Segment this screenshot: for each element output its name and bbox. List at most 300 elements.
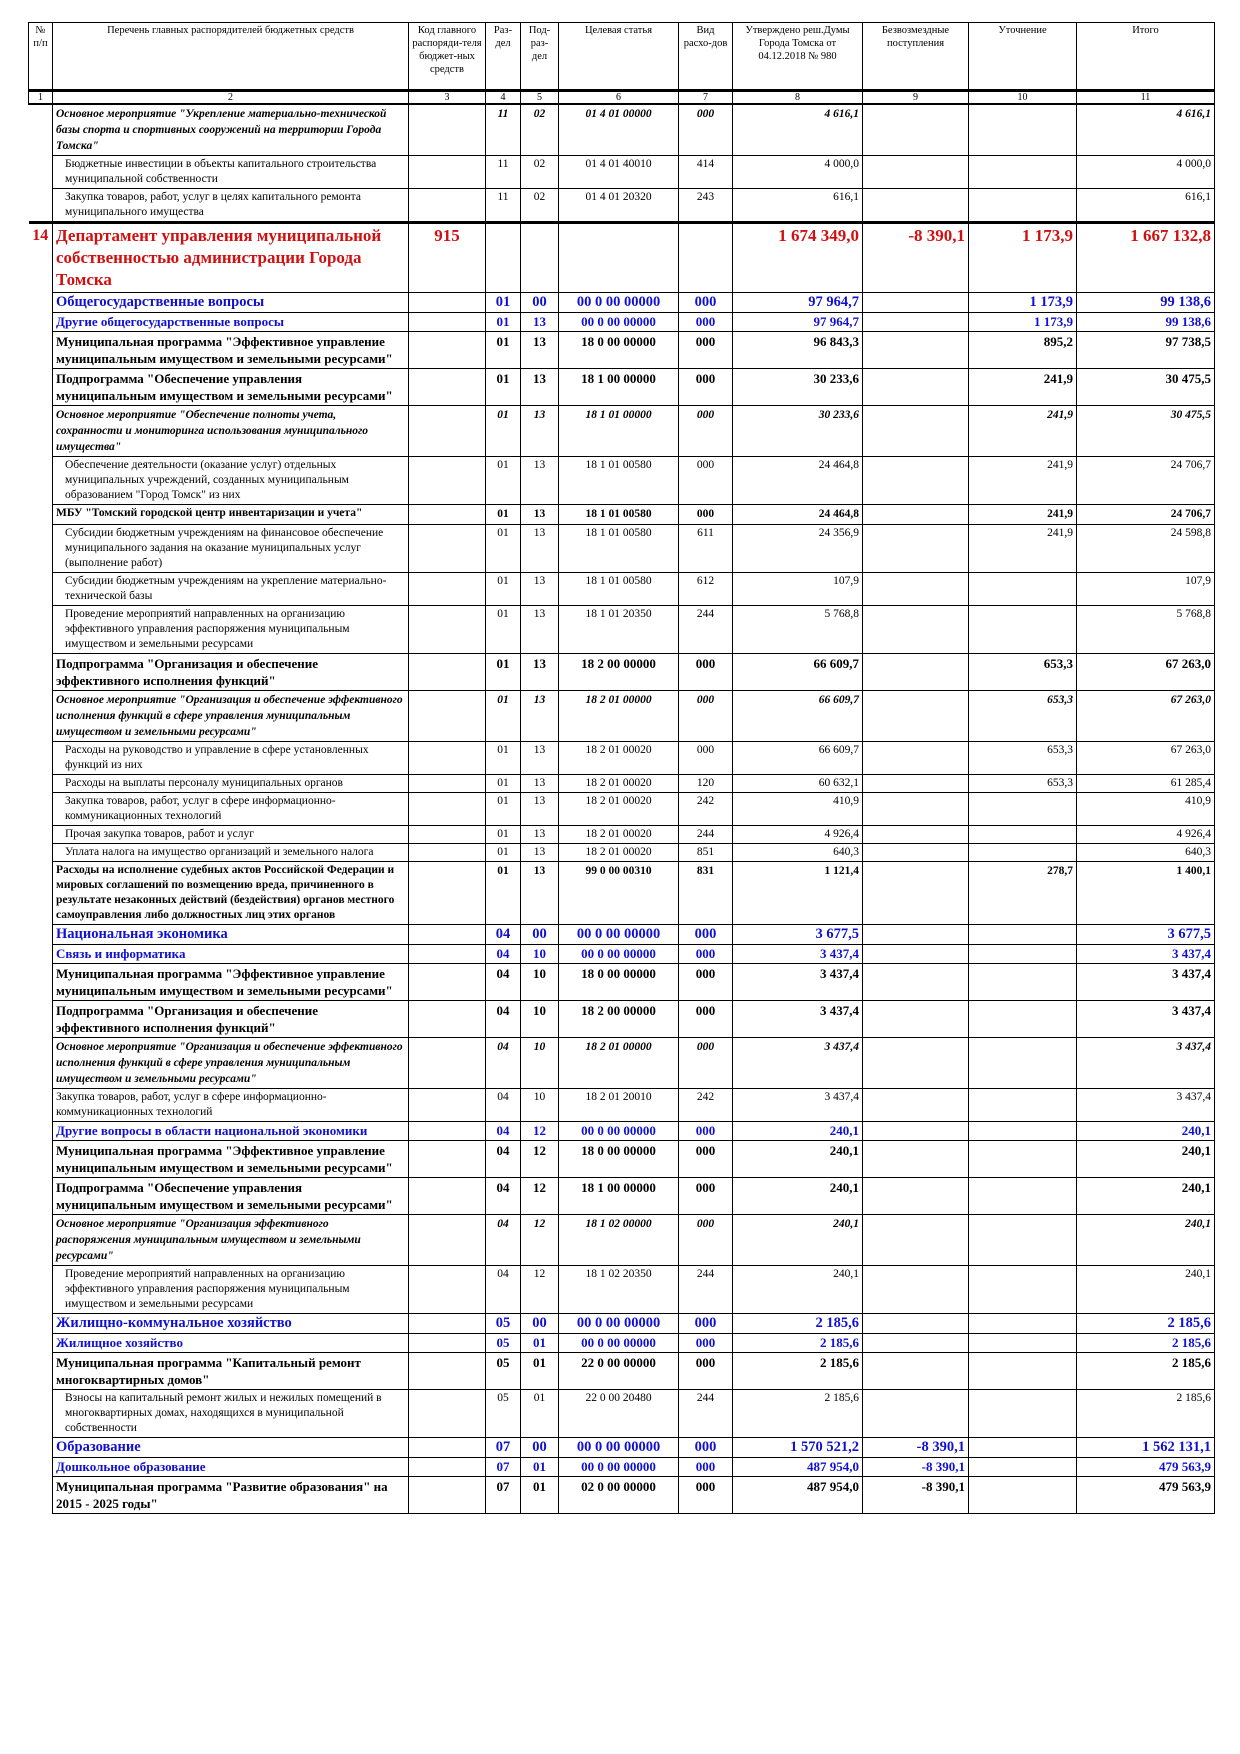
row-total: 24 706,7 [1077,505,1215,525]
row-target: 00 0 00 00000 [559,313,679,332]
row-code [409,156,486,189]
row-name: Уплата налога на имущество организаций и земельного налога [53,844,409,862]
row-vid: 000 [679,654,733,691]
row-razdel: 11 [486,156,521,189]
row-target: 01 4 01 00000 [559,104,679,156]
row-approved: 24 356,9 [733,525,863,573]
table-row [29,1038,1215,1089]
row-name: Подпрограмма "Обеспечение управления муниципальным имуществом и земельными ресурсами" [53,369,409,406]
row-clarification: 241,9 [969,505,1077,525]
row-razdel: 01 [486,369,521,406]
row-gratuitous: -8 390,1 [863,1438,969,1458]
row-razdel: 04 [486,1266,521,1314]
row-code [409,1122,486,1141]
row-podrazdel: 01 [521,1390,559,1438]
row-podrazdel: 10 [521,1089,559,1122]
row-razdel: 01 [486,573,521,606]
row-code [409,1141,486,1178]
row-name: Общегосударственные вопросы [53,293,409,313]
row-number [29,1178,53,1215]
row-clarification: 278,7 [969,862,1077,925]
row-gratuitous [863,1390,969,1438]
row-clarification: 653,3 [969,691,1077,742]
table-row [29,104,1215,156]
row-approved: 97 964,7 [733,293,863,313]
row-number [29,654,53,691]
budget-table [28,22,1215,1514]
row-vid: 000 [679,1314,733,1334]
row-approved: 24 464,8 [733,457,863,505]
row-gratuitous [863,945,969,964]
row-name: Муниципальная программа "Эффективное управление муниципальным имуществом и земельными ресурсами" [53,964,409,1001]
row-total: 4 926,4 [1077,826,1215,844]
row-razdel: 07 [486,1458,521,1477]
row-number [29,1038,53,1089]
row-vid: 242 [679,793,733,826]
row-podrazdel: 13 [521,775,559,793]
row-podrazdel: 01 [521,1458,559,1477]
row-approved: 240,1 [733,1141,863,1178]
row-vid: 851 [679,844,733,862]
row-razdel: 07 [486,1438,521,1458]
row-podrazdel: 02 [521,156,559,189]
row-name: Закупка товаров, работ, услуг в сфере информационно-коммуникационных технологий [53,793,409,826]
row-razdel: 01 [486,862,521,925]
row-clarification: 1 173,9 [969,223,1077,293]
row-clarification [969,1089,1077,1122]
row-code [409,1314,486,1334]
row-approved: 640,3 [733,844,863,862]
row-name: Расходы на руководство и управление в сфере установленных функций из них [53,742,409,775]
row-code [409,1038,486,1089]
row-total: 3 437,4 [1077,1001,1215,1038]
row-clarification [969,1141,1077,1178]
row-vid: 244 [679,1390,733,1438]
row-code [409,1390,486,1438]
row-number [29,945,53,964]
row-name: Основное мероприятие "Организация эффективного распоряжения муниципальным имуществом и земельными ресурсами" [53,1215,409,1266]
row-podrazdel: 13 [521,525,559,573]
row-gratuitous [863,964,969,1001]
row-gratuitous [863,505,969,525]
row-number [29,1477,53,1514]
row-vid: 243 [679,189,733,223]
row-clarification: 1 173,9 [969,293,1077,313]
row-target: 18 1 01 00580 [559,573,679,606]
row-name: Основное мероприятие "Организация и обеспечение эффективного исполнения функций в сфере управления муниципальным имуществом и земельными ресурсами" [53,1038,409,1089]
row-number [29,1122,53,1141]
row-podrazdel: 00 [521,925,559,945]
row-razdel: 01 [486,313,521,332]
row-total: 3 677,5 [1077,925,1215,945]
row-podrazdel: 13 [521,691,559,742]
row-razdel: 01 [486,742,521,775]
row-clarification: 653,3 [969,654,1077,691]
row-total: 107,9 [1077,573,1215,606]
row-code [409,1215,486,1266]
row-name: Взносы на капитальный ремонт жилых и нежилых помещений в многоквартирных домах, находящихся в муниципальной собственности [53,1390,409,1438]
subsection-row [29,945,1215,964]
row-total: 616,1 [1077,189,1215,223]
row-approved: 240,1 [733,1122,863,1141]
row-code [409,742,486,775]
row-number [29,189,53,223]
row-clarification [969,189,1077,223]
row-approved: 30 233,6 [733,406,863,457]
row-code [409,1178,486,1215]
section-row [29,925,1215,945]
column-number: 11 [1077,91,1215,105]
row-total: 479 563,9 [1077,1477,1215,1514]
table-row [29,369,1215,406]
row-approved: 60 632,1 [733,775,863,793]
row-target: 18 2 01 00020 [559,775,679,793]
row-vid: 000 [679,332,733,369]
header-target: Целевая статья [559,23,679,91]
row-total: 2 185,6 [1077,1390,1215,1438]
row-number [29,573,53,606]
row-gratuitous: -8 390,1 [863,223,969,293]
row-approved: 4 926,4 [733,826,863,844]
row-name: Основное мероприятие "Организация и обеспечение эффективного исполнения функций в сфере управления муниципальным имуществом и земельными ресурсами" [53,691,409,742]
row-code [409,369,486,406]
row-razdel: 01 [486,654,521,691]
row-total: 479 563,9 [1077,1458,1215,1477]
row-podrazdel: 02 [521,189,559,223]
table-row [29,525,1215,573]
row-podrazdel: 13 [521,313,559,332]
row-approved: 3 437,4 [733,1089,863,1122]
row-vid: 000 [679,1038,733,1089]
row-approved: 3 437,4 [733,1001,863,1038]
header-vid: Вид расхо-дов [679,23,733,91]
row-target: 01 4 01 20320 [559,189,679,223]
row-number [29,1089,53,1122]
row-approved: 240,1 [733,1215,863,1266]
row-total: 30 475,5 [1077,369,1215,406]
row-total: 1 400,1 [1077,862,1215,925]
row-code [409,293,486,313]
row-target: 18 0 00 00000 [559,332,679,369]
row-gratuitous [863,844,969,862]
row-vid: 120 [679,775,733,793]
row-total: 240,1 [1077,1266,1215,1314]
row-code [409,313,486,332]
row-approved: 66 609,7 [733,742,863,775]
row-clarification [969,1438,1077,1458]
row-number [29,844,53,862]
row-total: 2 185,6 [1077,1353,1215,1390]
row-razdel: 01 [486,505,521,525]
row-razdel: 01 [486,844,521,862]
row-code [409,925,486,945]
row-name: Субсидии бюджетным учреждениям на укрепление материально-технической базы [53,573,409,606]
row-gratuitous [863,1215,969,1266]
header-row [29,23,1215,91]
row-podrazdel: 10 [521,1038,559,1089]
row-razdel: 07 [486,1477,521,1514]
row-clarification [969,104,1077,156]
row-gratuitous [863,793,969,826]
row-number [29,793,53,826]
row-gratuitous [863,525,969,573]
row-target: 18 1 01 00000 [559,406,679,457]
row-razdel: 01 [486,457,521,505]
header-code: Код главного распоряди-теля бюджет-ных средств [409,23,486,91]
row-clarification: 241,9 [969,525,1077,573]
row-razdel: 11 [486,189,521,223]
row-vid [679,223,733,293]
row-code [409,332,486,369]
row-approved: 24 464,8 [733,505,863,525]
row-gratuitous [863,1122,969,1141]
row-name: Основное мероприятие "Укрепление материально-технической базы спорта и спортивных сооружений на территории Города Томска" [53,104,409,156]
row-name: Муниципальная программа "Эффективное управление муниципальным имуществом и земельными ресурсами" [53,332,409,369]
row-vid: 000 [679,1458,733,1477]
row-razdel: 01 [486,775,521,793]
row-clarification [969,826,1077,844]
table-row [29,1390,1215,1438]
table-row [29,793,1215,826]
row-podrazdel: 13 [521,742,559,775]
row-name: Расходы на исполнение судебных актов Российской Федерации и мировых соглашений по возмещению вреда, причиненного в результате незаконных действий (бездействия) органов местного самоуправления либо должностных лиц этих органов [53,862,409,925]
row-clarification [969,1178,1077,1215]
row-vid: 000 [679,742,733,775]
subsection-row [29,1122,1215,1141]
header-clarification: Уточнение [969,23,1077,91]
row-podrazdel: 12 [521,1215,559,1266]
row-total: 2 185,6 [1077,1334,1215,1353]
table-row [29,406,1215,457]
table-row [29,1477,1215,1514]
row-gratuitous [863,1353,969,1390]
row-podrazdel: 01 [521,1353,559,1390]
row-gratuitous [863,826,969,844]
row-approved: 2 185,6 [733,1334,863,1353]
row-gratuitous [863,1141,969,1178]
row-name: Национальная экономика [53,925,409,945]
row-podrazdel: 13 [521,369,559,406]
table-row [29,691,1215,742]
row-vid: 000 [679,457,733,505]
row-podrazdel: 13 [521,505,559,525]
table-row [29,606,1215,654]
row-target: 18 1 02 20350 [559,1266,679,1314]
row-total: 5 768,8 [1077,606,1215,654]
row-vid: 000 [679,1215,733,1266]
column-number: 5 [521,91,559,105]
table-row [29,1001,1215,1038]
row-gratuitous [863,573,969,606]
row-vid: 000 [679,1334,733,1353]
row-target: 18 1 00 00000 [559,1178,679,1215]
row-target: 00 0 00 00000 [559,1438,679,1458]
row-clarification [969,1477,1077,1514]
row-target: 01 4 01 40010 [559,156,679,189]
row-code [409,525,486,573]
subsection-row [29,313,1215,332]
table-row [29,1089,1215,1122]
row-razdel: 04 [486,945,521,964]
row-razdel: 01 [486,293,521,313]
row-name: Прочая закупка товаров, работ и услуг [53,826,409,844]
row-name: Подпрограмма "Обеспечение управления муниципальным имуществом и земельными ресурсами" [53,1178,409,1215]
row-approved: 30 233,6 [733,369,863,406]
budget-rows [29,104,1215,1514]
row-gratuitous [863,691,969,742]
row-number [29,862,53,925]
row-podrazdel: 13 [521,332,559,369]
row-razdel: 01 [486,826,521,844]
row-number [29,156,53,189]
row-vid: 612 [679,573,733,606]
row-razdel: 04 [486,925,521,945]
row-podrazdel: 12 [521,1141,559,1178]
header-name: Перечень главных распорядителей бюджетных средств [53,23,409,91]
table-row [29,775,1215,793]
row-code [409,793,486,826]
row-total: 24 706,7 [1077,457,1215,505]
row-podrazdel: 00 [521,1438,559,1458]
row-razdel: 11 [486,104,521,156]
row-gratuitous [863,1266,969,1314]
row-number [29,332,53,369]
row-number [29,406,53,457]
row-vid: 000 [679,1353,733,1390]
row-podrazdel: 12 [521,1122,559,1141]
row-target: 18 2 01 00000 [559,1038,679,1089]
row-approved: 66 609,7 [733,654,863,691]
row-total: 30 475,5 [1077,406,1215,457]
row-podrazdel: 13 [521,606,559,654]
row-code [409,1334,486,1353]
row-vid: 244 [679,826,733,844]
row-code [409,1477,486,1514]
row-number [29,1215,53,1266]
row-number [29,1141,53,1178]
row-code [409,826,486,844]
row-total: 99 138,6 [1077,293,1215,313]
row-target: 00 0 00 00000 [559,945,679,964]
row-podrazdel: 12 [521,1266,559,1314]
row-total: 61 285,4 [1077,775,1215,793]
row-code [409,654,486,691]
row-approved: 410,9 [733,793,863,826]
row-clarification [969,1001,1077,1038]
row-total: 640,3 [1077,844,1215,862]
row-vid: 000 [679,1122,733,1141]
row-number [29,826,53,844]
row-name: Другие общегосударственные вопросы [53,313,409,332]
row-podrazdel: 00 [521,293,559,313]
row-clarification [969,945,1077,964]
row-vid: 000 [679,1438,733,1458]
row-name: Жилищное хозяйство [53,1334,409,1353]
row-gratuitous [863,742,969,775]
row-approved: 3 437,4 [733,1038,863,1089]
row-clarification [969,606,1077,654]
table-row [29,457,1215,505]
row-total: 3 437,4 [1077,1089,1215,1122]
row-gratuitous [863,1089,969,1122]
row-total: 99 138,6 [1077,313,1215,332]
row-vid: 244 [679,606,733,654]
row-target: 00 0 00 00000 [559,1334,679,1353]
row-approved: 487 954,0 [733,1477,863,1514]
row-razdel: 04 [486,1215,521,1266]
row-target: 00 0 00 00000 [559,1458,679,1477]
table-row [29,1178,1215,1215]
row-razdel: 04 [486,1089,521,1122]
row-gratuitous [863,406,969,457]
row-name: Жилищно-коммунальное хозяйство [53,1314,409,1334]
row-vid: 000 [679,1001,733,1038]
table-row [29,505,1215,525]
row-clarification [969,844,1077,862]
column-numbers-row [29,91,1215,105]
row-number [29,606,53,654]
row-approved: 3 677,5 [733,925,863,945]
row-target: 22 0 00 20480 [559,1390,679,1438]
row-clarification [969,1215,1077,1266]
row-approved: 2 185,6 [733,1390,863,1438]
row-vid: 000 [679,1141,733,1178]
row-number [29,1390,53,1438]
row-razdel: 04 [486,1178,521,1215]
row-total: 240,1 [1077,1141,1215,1178]
row-gratuitous [863,606,969,654]
row-podrazdel: 10 [521,945,559,964]
row-gratuitous [863,369,969,406]
row-clarification: 653,3 [969,775,1077,793]
row-target: 00 0 00 00000 [559,1314,679,1334]
row-total: 1 667 132,8 [1077,223,1215,293]
row-vid: 000 [679,369,733,406]
row-name: Муниципальная программа "Эффективное управление муниципальным имуществом и земельными ресурсами" [53,1141,409,1178]
table-row [29,189,1215,223]
row-podrazdel: 02 [521,104,559,156]
column-number: 10 [969,91,1077,105]
row-name: Проведение мероприятий направленных на организацию эффективного управления распоряжения муниципальным имуществом и земельными ресурсами [53,606,409,654]
row-vid: 000 [679,945,733,964]
row-code [409,1089,486,1122]
row-approved: 487 954,0 [733,1458,863,1477]
section-row [29,1438,1215,1458]
row-gratuitous [863,862,969,925]
row-target: 00 0 00 00000 [559,293,679,313]
row-clarification: 241,9 [969,369,1077,406]
row-clarification [969,573,1077,606]
row-total: 240,1 [1077,1215,1215,1266]
row-gratuitous [863,1334,969,1353]
row-clarification [969,1038,1077,1089]
budget-document [28,22,1214,1514]
row-razdel: 01 [486,406,521,457]
row-target: 00 0 00 00000 [559,925,679,945]
row-code [409,1458,486,1477]
row-razdel: 04 [486,1038,521,1089]
subsection-row [29,1334,1215,1353]
row-code [409,964,486,1001]
row-total: 3 437,4 [1077,1038,1215,1089]
row-name: Департамент управления муниципальной собственностью администрации Города Томска [53,223,409,293]
row-name: Расходы на выплаты персоналу муниципальных органов [53,775,409,793]
row-razdel: 05 [486,1390,521,1438]
row-target [559,223,679,293]
table-row [29,844,1215,862]
row-gratuitous: -8 390,1 [863,1477,969,1514]
row-clarification: 1 173,9 [969,313,1077,332]
